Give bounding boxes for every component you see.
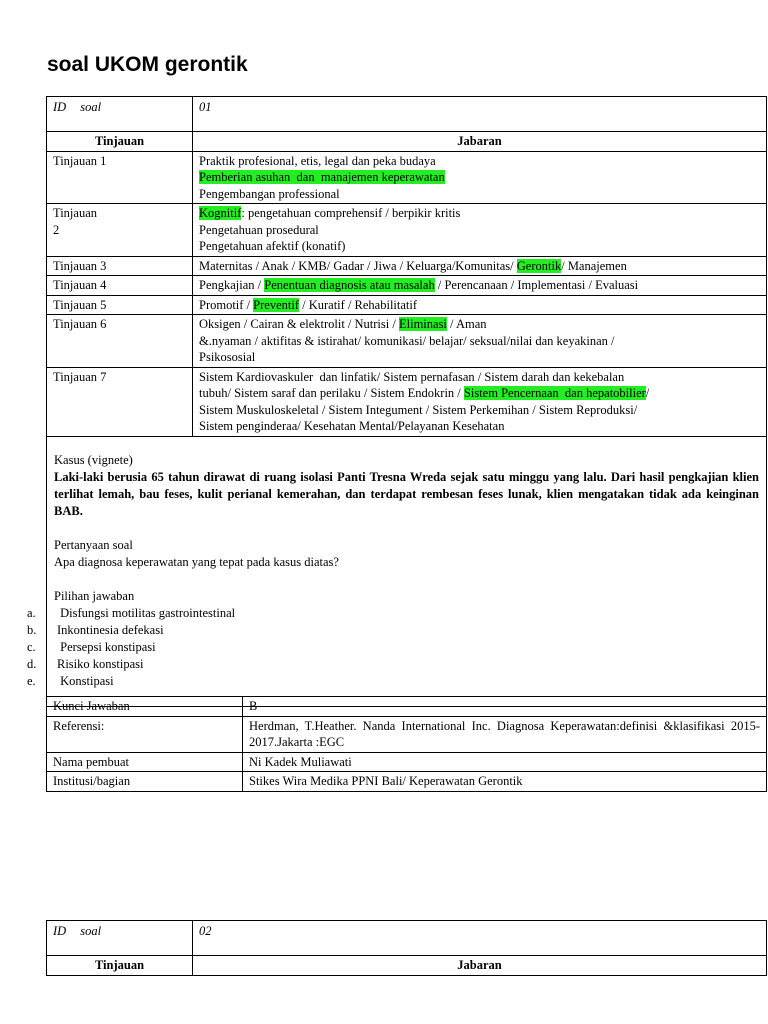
jabaran-text: : pengetahuan comprehensif / berpikir kritis [241,206,461,220]
id-value-2: 02 [193,921,767,956]
jabaran-line [199,333,760,350]
jabaran-text: Maternitas / Anak / KMB/ Gadar / Jiwa / Keluarga/Komunitas/ [199,258,517,273]
info-value: Herdman, T.Heather. Nanda International Inc. Diagnosa Keperawatan:definisi &klasifikasi 2015-2017.Jakarta :EGC [243,716,767,752]
jabaran-text: Psikososial [199,350,256,364]
jabaran-line [199,153,760,170]
tinjauan-row [47,256,767,276]
page-title: soal UKOM gerontik [47,53,248,76]
jabaran-line [199,277,760,294]
option-text: Inkontinesia defekasi [57,622,164,637]
vignette-row [47,436,767,706]
jabaran-text: Pengetahuan afektif (konatif) [199,239,346,253]
answer-option [27,622,759,639]
answer-option [27,639,759,656]
highlighted-text: Pemberian asuhan dan manajemen keperawatan [199,170,445,184]
jabaran-text: Praktik profesional, etis, legal dan peka budaya [199,153,436,168]
tinjauan-label: Tinjauan 3 [47,256,193,276]
jabaran-line [199,205,760,222]
question-label: Pertanyaan soal [54,537,133,552]
table-header-2 [47,956,767,976]
jabaran-cell [193,151,767,204]
soal-01-table [27,96,767,707]
jabaran-line [199,238,760,255]
info-row [47,772,767,792]
tinjauan-label: Tinjauan 1 [47,151,193,204]
header-tinjauan: Tinjauan [47,132,193,152]
jabaran-text: / Manajemen [561,258,627,273]
case-label: Kasus (vignete) [54,452,133,467]
option-marker: e. [27,673,36,688]
vignette-cell [27,436,767,706]
jabaran-line [199,418,760,435]
info-value: Ni Kadek Muliawati [243,752,767,772]
jabaran-text: Sistem Kardiovaskuler dan linfatik/ Sistem pernafasan / Sistem darah dan kekebalan [199,369,625,384]
highlighted-text: Eliminasi [398,317,447,331]
case-text: Laki-laki berusia 65 tahun dirawat di ruang isolasi Panti Tresna Wreda sejak satu minggu yang lalu. Dari hasil pengkajian klien terlihat lemah, bau feses, kulit perianal kemerahan, dan terdapat rembesan feses lunak, klien mengatakan tidak ada keinginan BAB. [54,469,759,518]
jabaran-text: Oksigen / Cairan & elektrolit / Nutrisi / [199,317,399,331]
option-text: Disfungsi motilitas gastrointestinal [57,605,236,620]
jabaran-line [199,385,760,402]
options-label: Pilihan jawaban [54,588,135,603]
jabaran-text: / Perencanaan / Implementasi / Evaluasi [434,278,639,292]
option-marker: d. [27,656,37,671]
highlighted-text: Preventif [253,297,299,312]
jabaran-cell [193,204,767,257]
jabaran-line [199,402,760,419]
jabaran-line [199,258,760,275]
option-text: Konstipasi [57,673,114,688]
tinjauan-label: Tinjauan 2 [47,204,193,257]
info-label: Kunci Jawaban [47,697,243,717]
jabaran-text: / [645,386,650,400]
answer-option [27,656,759,673]
jabaran-line [199,297,760,314]
jabaran-line [199,349,760,366]
option-text: Persepsi konstipasi [57,639,156,654]
header-jabaran: Jabaran [193,132,767,152]
jabaran-line [199,369,760,386]
info-row [47,697,767,717]
jabaran-text: / Kuratif / Rehabilitatif [299,297,418,312]
jabaran-text: Promotif / [199,297,254,312]
jabaran-cell [193,276,767,296]
highlighted-text: Sistem Pencernaan dan hepatobilier [463,386,646,400]
jabaran-line [199,222,760,239]
highlighted-text: Gerontik [516,258,562,273]
jabaran-line [199,169,760,186]
jabaran-text: / Aman [446,317,487,331]
tinjauan-row [47,276,767,296]
option-marker: a. [27,605,36,620]
tinjauan-label: Tinjauan 6 [47,315,193,368]
id-label: ID soal [47,97,193,132]
jabaran-text: Pengembangan professional [199,186,340,201]
answer-options [27,605,759,690]
header-tinjauan-2: Tinjauan [47,956,193,976]
table-header [47,132,767,152]
info-value: Stikes Wira Medika PPNI Bali/ Keperawatan Gerontik [243,772,767,792]
jabaran-line [199,186,760,203]
info-label: Institusi/bagian [47,772,243,792]
tinjauan-row [47,315,767,368]
jabaran-cell [193,256,767,276]
id-label-2: ID soal [47,921,193,956]
info-label: Referensi: [47,716,243,752]
id-row-2 [47,921,767,956]
question-text: Apa diagnosa keperawatan yang tepat pada kasus diatas? [54,554,339,569]
answer-option [27,605,759,622]
option-marker: c. [27,639,36,654]
jabaran-line [199,316,760,333]
jabaran-text: Pengetahuan prosedural [199,222,319,237]
info-row [47,716,767,752]
id-row [47,97,767,132]
info-value: B [243,697,767,717]
highlighted-text: Kognitif [199,206,242,220]
jabaran-cell [193,315,767,368]
answer-option [27,673,759,690]
tinjauan-row [47,295,767,315]
header-jabaran-2: Jabaran [193,956,767,976]
soal-02-table [46,920,767,976]
jabaran-text: Sistem penginderaa/ Kesehatan Mental/Pelayanan Kesehatan [199,419,505,433]
id-value: 01 [193,97,767,132]
option-marker: b. [27,622,37,637]
jabaran-text: tubuh/ Sistem saraf dan perilaku / Sistem Endokrin / [199,386,464,400]
jabaran-text: Pengkajian / [199,278,265,292]
highlighted-text: Penentuan diagnosis atau masalah [264,278,435,292]
jabaran-text: &.nyaman / aktifitas & istirahat/ komunikasi/ belajar/ seksual/nilai dan keyakinan / [199,333,615,348]
answer-info-table [46,696,767,792]
jabaran-cell [193,295,767,315]
tinjauan-label: Tinjauan 5 [47,295,193,315]
tinjauan-label: Tinjauan 4 [47,276,193,296]
tinjauan-row [47,367,767,436]
jabaran-text: Sistem Muskuloskeletal / Sistem Integument / Sistem Perkemihan / Sistem Reproduksi/ [199,402,638,417]
option-text: Risiko konstipasi [57,656,144,671]
tinjauan-row [47,204,767,257]
jabaran-cell [193,367,767,436]
tinjauan-row [47,151,767,204]
tinjauan-label: Tinjauan 7 [47,367,193,436]
info-label: Nama pembuat [47,752,243,772]
info-row [47,752,767,772]
